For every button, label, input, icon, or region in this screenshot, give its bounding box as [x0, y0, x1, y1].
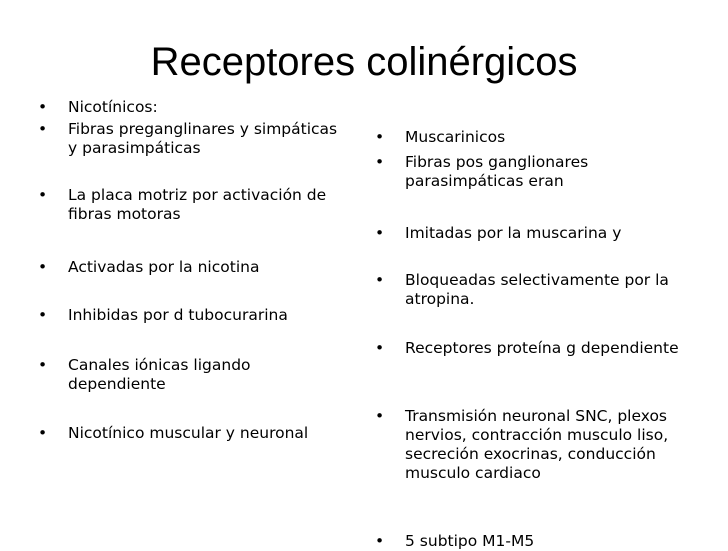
list-item-text: Muscarinicos — [405, 128, 506, 146]
list-item-text: Bloqueadas selectivamente por la atropina. — [405, 271, 669, 308]
bullet-icon: • — [38, 186, 48, 204]
bullet-icon: • — [38, 258, 48, 276]
list-item — [375, 153, 695, 191]
bullet-icon: • — [38, 356, 48, 374]
bullet-icon: • — [38, 98, 48, 116]
list-item — [38, 306, 348, 325]
list-item-text: Inhibidas por d tubocurarina — [68, 306, 288, 324]
bullet-icon: • — [375, 128, 385, 146]
list-item — [375, 407, 695, 483]
list-item-text: Activadas por la nicotina — [68, 258, 260, 276]
list-item-text: Fibras pos ganglionares parasimpáticas eran — [405, 153, 589, 190]
list-item-text: Nicotínico muscular y neuronal — [68, 424, 309, 442]
list-item — [375, 224, 695, 243]
bullet-icon: • — [38, 424, 48, 442]
list-item — [38, 98, 348, 117]
list-item-text: Fibras preganglinares y simpáticas y parasimpáticas — [68, 120, 338, 157]
list-item-text: La placa motriz por activación de fibras motoras — [68, 186, 327, 223]
bullet-icon: • — [38, 306, 48, 324]
list-item — [38, 356, 348, 394]
list-item-text: Transmisión neuronal SNC, plexos nervios, contracción musculo liso, secreción exocrinas, conducción musculo cardiaco — [405, 407, 669, 482]
bullet-icon: • — [375, 339, 385, 357]
list-item — [38, 424, 348, 443]
list-item — [38, 186, 348, 224]
bullet-icon: • — [375, 407, 385, 425]
list-item-text: Imitadas por la muscarina y — [405, 224, 622, 242]
bullet-icon: • — [375, 224, 385, 242]
list-item-text: Receptores proteína g dependiente — [405, 339, 679, 357]
list-item — [375, 339, 695, 358]
list-item-text: Canales iónicas ligando dependiente — [68, 356, 251, 393]
bullet-icon: • — [38, 120, 48, 138]
list-item — [375, 128, 695, 147]
list-item — [375, 532, 695, 551]
list-item-text: Nicotínicos: — [68, 98, 158, 116]
bullet-icon: • — [375, 271, 385, 289]
list-item — [38, 258, 348, 277]
list-item — [375, 271, 695, 309]
list-item — [38, 120, 348, 158]
bullet-icon: • — [375, 153, 385, 171]
list-item-text: 5 subtipo M1-M5 — [405, 532, 535, 550]
slide-title: Receptores colinérgicos — [150, 40, 578, 84]
bullet-icon: • — [375, 532, 385, 550]
